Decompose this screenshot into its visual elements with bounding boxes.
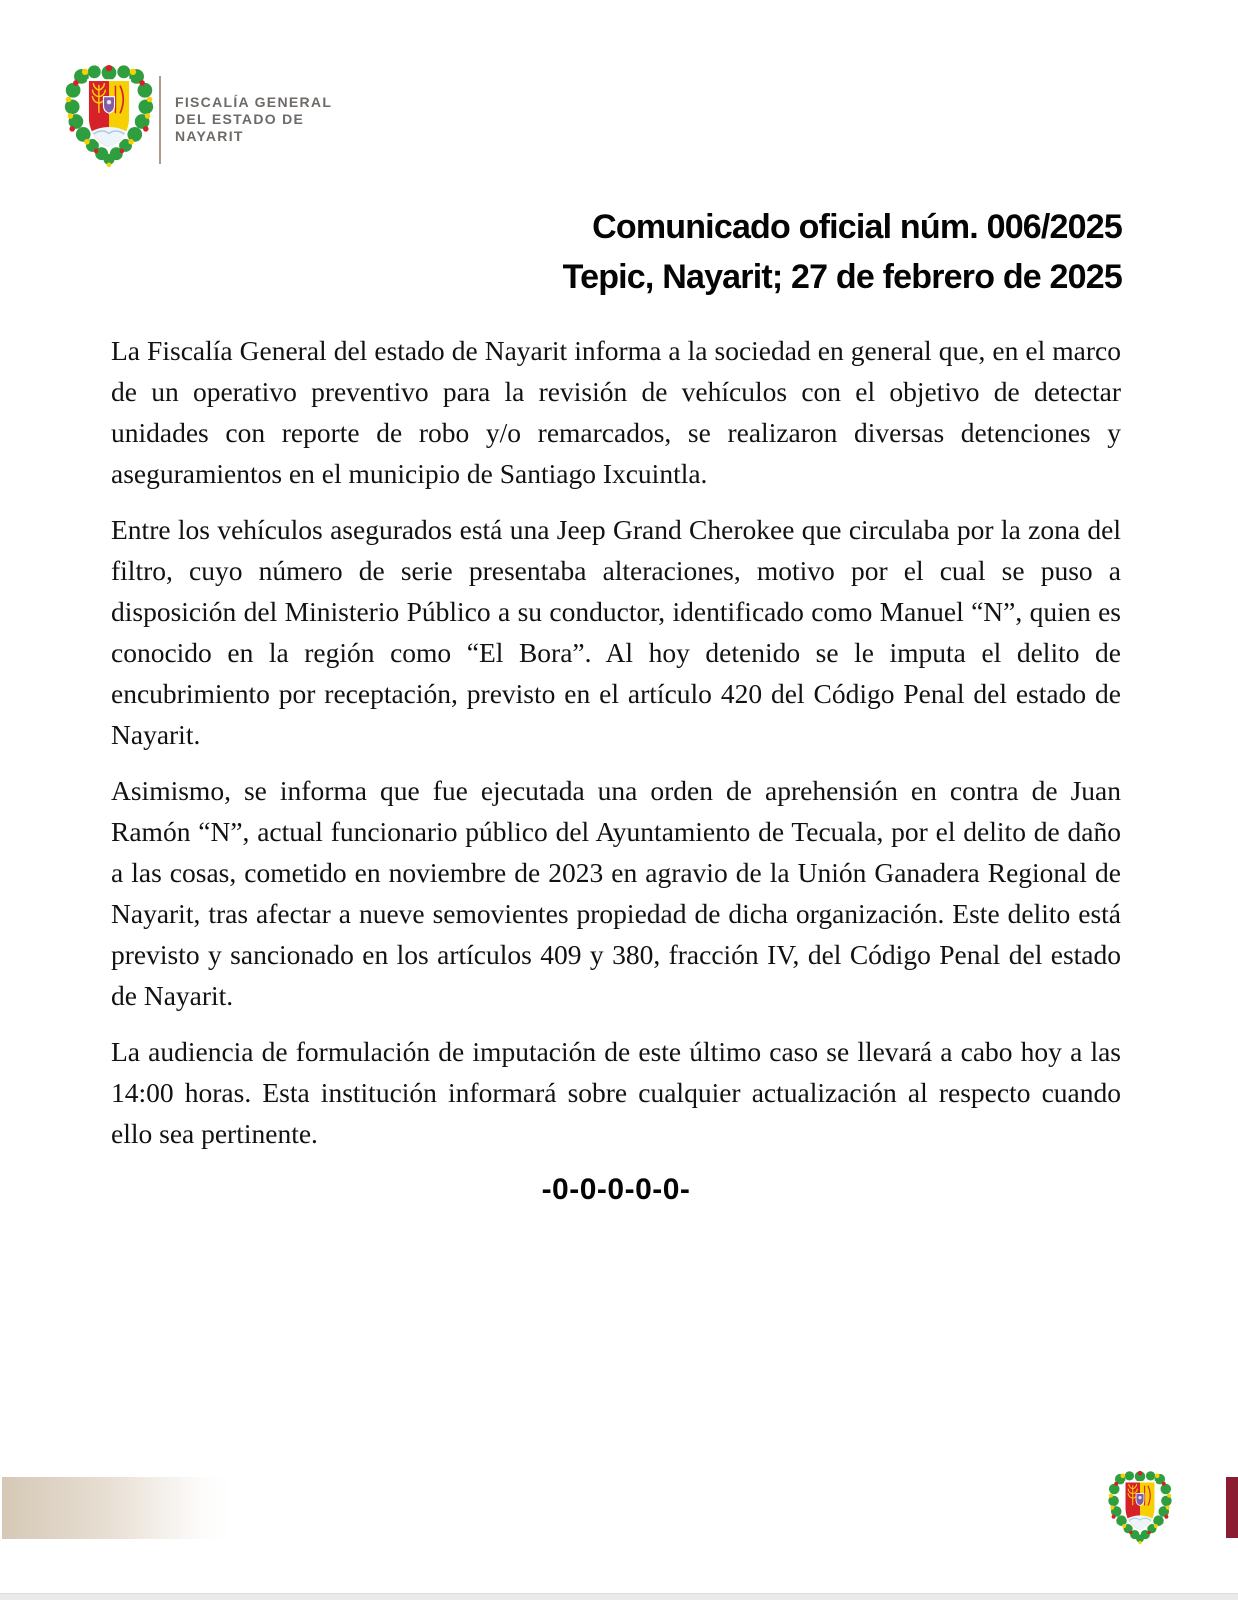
paragraph-1: La Fiscalía General del estado de Nayarit informa a la sociedad en general que, en el marco de un operativo preventivo para la revisión de vehículos con el objetivo de detectar unidades con reporte de robo y/o remarcados, se realizaron diversas detenciones y aseguramientos en el municipio de Santiago Ixcuintla. — [111, 335, 1121, 489]
org-name-line: DEL ESTADO DE — [175, 111, 305, 127]
title-number: Comunicado oficial núm. 006/2025 — [592, 208, 1122, 246]
org-name — [175, 94, 332, 145]
document-body — [111, 330, 1121, 1210]
org-name-line: NAYARIT — [175, 128, 244, 144]
title-dateline: Tepic, Nayarit; 27 de febrero de 2025 — [562, 258, 1122, 296]
letterhead — [63, 64, 332, 168]
org-name-line: FISCALÍA GENERAL — [175, 94, 333, 110]
paragraph-3: Asimismo, se informa que fue ejecutada una orden de aprehensión en contra de Juan Ramón “N”, actual funcionario público del Ayuntamiento de Tecuala, por el delito de daño a las cosas, cometido en noviembre de 2023 en agravio de la Unión Ganadera Regional de Nayarit, tras afectar a nueve semovientes propiedad de dicha organización. Este delito está previsto y sancionado en los artículos 409 y 380, fracción IV, del Código Penal del estado de Nayarit. — [111, 775, 1121, 1011]
nayarit-coat-of-arms-icon — [63, 64, 155, 168]
footer-gradient-bar — [2, 1477, 230, 1539]
end-separator: -0-0-0-0-0- — [541, 1173, 691, 1206]
paragraph-4: La audiencia de formulación de imputación de este último caso se llevará a cabo hoy a las 14:00 horas. Esta institución informará sobre cualquier actualización al respecto cuando ello sea pertinente. — [111, 1036, 1121, 1149]
footer-coat-of-arms-icon — [1107, 1470, 1173, 1545]
paragraph-2: Entre los vehículos asegurados está una Jeep Grand Cherokee que circulaba por la zona del filtro, cuyo número de serie presentaba alteraciones, motivo por el cual se puso a disposición del Ministerio Público a su conductor, identificado como Manuel “N”, quien es conocido en la región como “El Bora”. Al hoy detenido se le imputa el delito de encubrimiento por receptación, previsto en el artículo 420 del Código Penal del estado de Nayarit. — [111, 514, 1121, 750]
document-title — [116, 202, 1122, 302]
page-bottom-edge — [0, 1593, 1238, 1600]
letterhead-divider — [159, 76, 161, 164]
footer-accent-bar — [1226, 1477, 1238, 1538]
